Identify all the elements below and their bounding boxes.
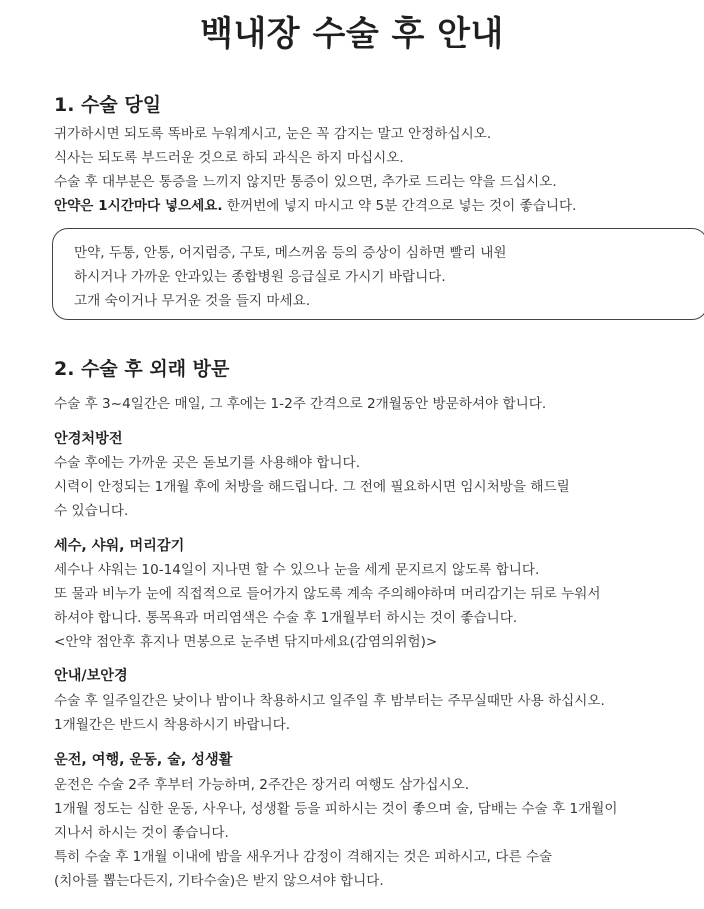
subheading-eye-shield: 안내/보안경 <box>54 668 128 684</box>
warning-notice-line: 만약, 두통, 안통, 어지럼증, 구토, 메스꺼움 등의 증상이 심하면 빨리 내원 <box>74 245 507 261</box>
eye-shield-line: 1개월간은 반드시 착용하시기 바랍니다. <box>54 717 291 733</box>
glasses-line: 수술 후에는 가까운 곳은 돋보기를 사용해야 합니다. <box>54 455 361 471</box>
surgery-day-line: 식사는 되도록 부드러운 것으로 하되 과식은 하지 마십시오. <box>54 150 404 166</box>
activities-line: 운전은 수술 2주 후부터 가능하며, 2주간은 장거리 여행도 삼가십시오. <box>54 777 470 793</box>
washing-line: <안약 점안후 휴지나 면봉으로 눈주변 닦지마세요(감염의위험)> <box>54 634 438 650</box>
washing-line: 세수나 샤워는 10-14일이 지나면 할 수 있으나 눈을 세게 문지르지 않도록 합니다. <box>54 562 540 578</box>
surgery-day-line: 귀가하시면 되도록 똑바로 누워계시고, 눈은 꼭 감지는 말고 안정하십시오. <box>54 126 492 142</box>
subheading-activities: 운전, 여행, 운동, 술, 성생활 <box>54 752 233 768</box>
eyedrop-instruction <box>54 194 576 214</box>
activities-line: 1개월 정도는 심한 운동, 사우나, 성생활 등을 피하시는 것이 좋으며 술, 담배는 수술 후 1개월이 <box>54 801 618 817</box>
glasses-line: 수 있습니다. <box>54 503 129 519</box>
subheading-glasses-prescription: 안경처방전 <box>54 431 123 447</box>
activities-line: 지나서 하시는 것이 좋습니다. <box>54 825 229 841</box>
surgery-day-line: 수술 후 대부분은 통증을 느끼지 않지만 통증이 있으면, 추가로 드리는 약을 드십시오. <box>54 174 557 190</box>
section-heading-outpatient-visit: 2. 수술 후 외래 방문 <box>54 358 230 380</box>
visit-schedule-text: 수술 후 3~4일간은 매일, 그 후에는 1-2주 간격으로 2개월동안 방문하셔야 합니다. <box>54 396 547 412</box>
eyedrop-bold-text: 안약은 1시간마다 넣으세요. <box>54 198 223 214</box>
section-heading-surgery-day: 1. 수술 당일 <box>54 94 162 116</box>
page-title: 백내장 수술 후 안내 <box>200 14 504 54</box>
washing-line: 하셔야 합니다. 통목욕과 머리염색은 수술 후 1개월부터 하시는 것이 좋습니다. <box>54 610 518 626</box>
washing-line: 또 물과 비누가 눈에 직접적으로 들어가지 않도록 계속 주의해야하며 머리감기는 뒤로 누워서 <box>54 586 601 602</box>
warning-notice-line: 하시거나 가까운 안과있는 종합병원 응급실로 가시기 바랍니다. <box>74 269 446 285</box>
eye-shield-line: 수술 후 일주일간은 낮이나 밤이나 착용하시고 일주일 후 밤부터는 주무실때만 사용 하십시오. <box>54 693 605 709</box>
subheading-washing: 세수, 샤워, 머리감기 <box>54 538 185 554</box>
warning-notice-line: 고개 숙이거나 무거운 것을 들지 마세요. <box>74 293 311 309</box>
activities-line: (치아를 뽑는다든지, 기타수술)은 받지 않으셔야 합니다. <box>54 873 384 889</box>
activities-line: 특히 수술 후 1개월 이내에 밤을 새우거나 감정이 격해지는 것은 피하시고, 다른 수술 <box>54 849 553 865</box>
eyedrop-rest-text: 한꺼번에 넣지 마시고 약 5분 간격으로 넣는 것이 좋습니다. <box>222 198 577 214</box>
glasses-line: 시력이 안정되는 1개월 후에 처방을 해드립니다. 그 전에 필요하시면 임시처방을 해드릴 <box>54 479 570 495</box>
